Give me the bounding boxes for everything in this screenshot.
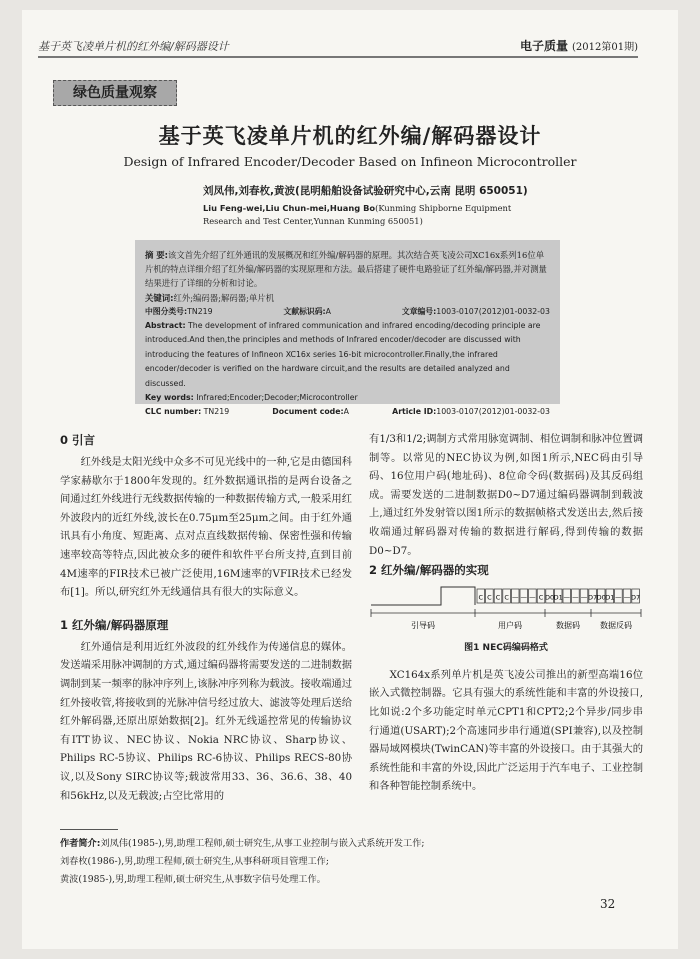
frame-cell-label: — (511, 593, 519, 602)
footnote-author2: 刘春枚(1986-),男,助理工程师,硕士研究生,从事科研项目管理工作; (60, 856, 329, 867)
authors-en-names: Liu Feng-wei,Liu Chun-mei,Huang Bo (203, 203, 376, 213)
frame-cell-label: D1 (553, 593, 563, 602)
section-heading-principle: 1 红外编/解码器原理 (60, 617, 169, 632)
leader-pulse (371, 587, 475, 605)
paragraph-principle-cont: 有1/3和1/2;调制方式常用脉宽调制、相位调制和脉冲位置调制等。以常见的NEC协议为例,如图1所示,NEC码由引导码、16位用户码(地址码)、8位命令码(数据码)及其反码组成。需要发送的二进制数据D0~D7通过编码器调制到载波上,通过红外发射管以图1所示的数据帧格式发送出去,然后接收端通过解码器对传输的数据进行解码,得到传输的数据D0~D7。 (369, 433, 643, 557)
author-footnotes (60, 835, 640, 889)
authors-en-affiliation: (Kunming Shipborne Equipment Research and Test Center,Yunnan Kunming 650051) (203, 203, 512, 226)
frame-cell-label: — (623, 593, 631, 602)
frame-cell-label: — (529, 593, 536, 602)
frame-segment-label: 引导码 (411, 621, 435, 631)
journal-issue: (2012第01期) (572, 42, 638, 53)
meta-zh: 中图分类号:TN219 文献标识码:A 文章编号:1003-0107(2012)01-0032-03 (145, 306, 550, 316)
figure-caption: 图1 NEC码编码格式 (464, 643, 548, 654)
frame-cell-label: C (478, 593, 484, 602)
paragraph-principle: 红外通信是利用近红外波段的红外线作为传递信息的媒体。发送端采用脉冲调制的方式,通过编码器将需要发送的二进制数据调制到某一频率的脉冲序列上,该脉冲序列称为载波。接收端通过红外接收管,将接收到的光脉冲信号经过放大、滤波等处理后送给红外解码器,还原出原始数据[2]。红外无线遥控常见的传输协议有ITT协议、NEC协议、Nokia NRC协议、Sharp协议、Philips RC-5协议、Philips RC-6协议、Philips RECS-80协议,以及Sony SIRC协议等;载波常用33、36、36.6、38、40和56kHz,以及无载波;占空比常用的 (60, 640, 352, 802)
journal-info (520, 37, 638, 54)
frame-cell-label: — (520, 593, 528, 602)
frame-segment-label: 数据码 (556, 621, 580, 631)
frame-cell-label: C (487, 593, 492, 602)
left-column (60, 430, 352, 805)
frame-segment-label: 数据反码 (600, 621, 632, 631)
abstract-zh: 摘 要:该文首先介绍了红外通讯的发展概况和红外编/解码器的原理。其次结合英飞凌公司XC16x系列16位单片机的特点详细介绍了红外编/解码器的实现原理和方法。最后搭建了硬件电路验证了红外编/解码器,并对测量结果进行了详细的分析和讨论。 (145, 250, 547, 289)
footnote-divider (60, 829, 118, 830)
frame-cell-label: D7 (631, 593, 641, 602)
authors-en (203, 202, 543, 228)
frame-cell-label: — (615, 593, 622, 602)
authors-zh: 刘凤伟,刘春枚,黄波(昆明船舶设备试验研究中心,云南 昆明 650051) (203, 185, 528, 197)
keywords-en: Key words: Infrared;Encoder;Decoder;Microcontroller (145, 393, 358, 403)
abstract-box (135, 240, 560, 417)
frame-cell-label: D7 (588, 593, 598, 602)
keywords-zh: 关键词:红外;编码器;解码器;单片机 (145, 292, 275, 303)
section-tag: 绿色质量观察 (53, 80, 177, 106)
frame-cell-label: D0 (545, 593, 555, 602)
section-heading-implementation: 2 红外编/解码器的实现 (369, 563, 489, 578)
article-title-en: Design of Infrared Encoder/Decoder Based on Infineon Microcontroller (123, 154, 577, 169)
frame-cell-label: — (580, 593, 588, 602)
page-number: 32 (600, 897, 616, 911)
article-title-zh: 基于英飞凌单片机的红外编/解码器设计 (158, 124, 542, 148)
meta-en: CLC number: TN219 Document code:A Article ID:1003-0107(2012)01-0032-03 (145, 407, 550, 417)
header-divider (38, 56, 638, 58)
frame-cell-label: D1 (605, 593, 615, 602)
frame-cell-label: C (538, 593, 544, 602)
frame-cell-label: D0 (596, 593, 606, 602)
frame-cell-label: — (572, 593, 579, 602)
right-column (369, 430, 643, 796)
paragraph-implementation: XC164x系列单片机是英飞凌公司推出的新型高端16位嵌入式微控制器。它具有强大的系统性能和丰富的外设接口,比如说:2个多功能定时单元CPT1和CPT2;2个异步/同步串行通道(USART);2个高速同步串行通道(SPI兼容),以及控制器局域网模块(TwinCAN)等丰富的外设接口。由于其强大的系统性能和丰富的外设,因此广泛运用于汽车电子、工业控制和各种智能控制系统中。 (369, 668, 643, 793)
footnote-author1: 作者简介:刘凤伟(1985-),男,助理工程师,硕士研究生,从事工业控制与嵌入式系统开发工作; (60, 838, 425, 849)
journal-name: 电子质量 (520, 39, 569, 53)
section-heading-intro: 0 引言 (60, 433, 96, 447)
paragraph-intro: 红外线是太阳光线中众多不可见光线中的一种,它是由德国科学家赫歇尔于1800年发现的。红外数据通讯指的是两台设备之间通过红外线进行无线数据传输的一种数据传输方式,一般采用红外波段内的近红外线,波长在0.75μm至25μm之间。由于红外通讯具有小角度、短距离、点对点直线数据传输、保密性强和传输速率较高等特点,因此被众多的硬件和软件平台所支持,直到目前4M速率的FIR技术已被广泛使用,16M速率的VFIR技术已经发布[1]。所以,研究红外无线通信具有很大的实际意义。 (60, 456, 352, 599)
footnote-author3: 黄波(1985-),男,助理工程师,硕士研究生,从事数字信号处理工作。 (60, 874, 326, 885)
frame-segment-label: 用户码 (498, 621, 522, 631)
nec-frame-diagram (369, 583, 643, 635)
frame-cell-label: C (495, 593, 501, 602)
nec-frame-figure (369, 583, 643, 635)
frame-cell-label: C (504, 593, 509, 602)
frame-cell-label: — (563, 593, 571, 602)
running-title: 基于英飞凌单片机的红外编/解码器设计 (38, 40, 229, 53)
running-header (38, 36, 638, 54)
frame-labels (411, 620, 632, 630)
abstract-en: Abstract: The development of infrared communication and infrared encoding/decoding principle are introduced.And then,the principles and methods of Infrared encoder/decoder are discussed with introducing the features of Infineon XC16x series 16-bit microcontroller.Finally,the infrared encoder/decoder is verified on the hardware circuit,and the results are detailed analyzed and discussed. (145, 321, 541, 388)
frame-cells (477, 589, 640, 603)
